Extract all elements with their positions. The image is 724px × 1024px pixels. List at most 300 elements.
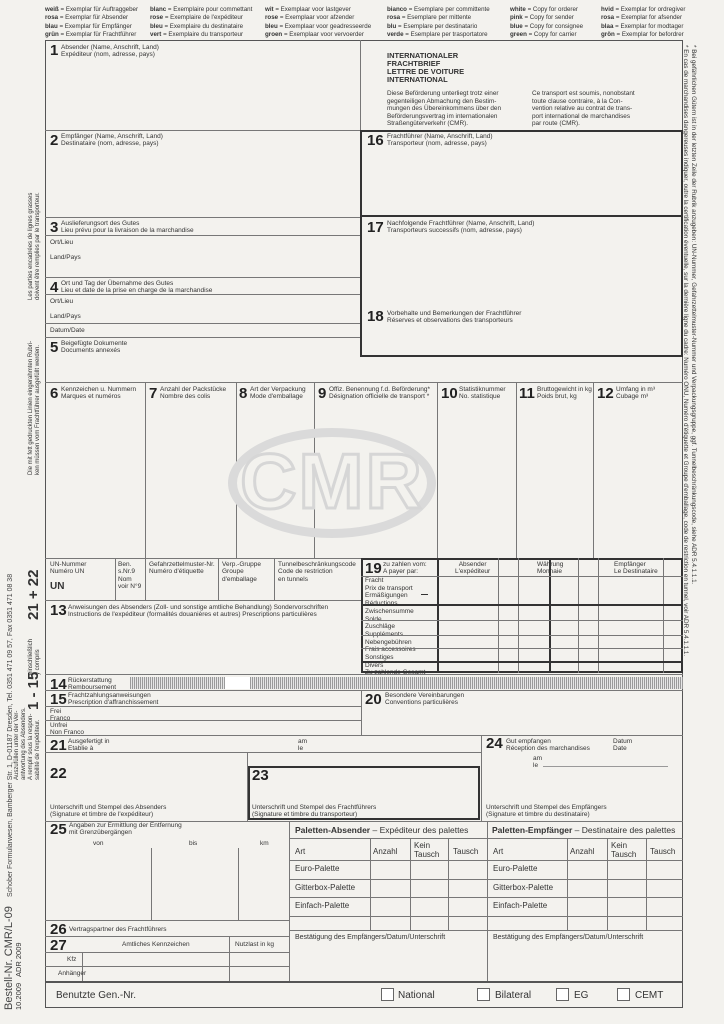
distance-km-input[interactable] — [241, 850, 286, 918]
copy-color: blanc — [150, 6, 167, 13]
side-number-range — [26, 672, 43, 710]
field-1-number: 1 — [50, 42, 59, 59]
no-exchange-line: Tausch — [414, 849, 440, 859]
side-text: sabilité de l'expéditeur. — [35, 719, 41, 780]
copy-text: = Exemplar für Absender — [59, 14, 129, 22]
title-line: LETTRE DE VOITURE — [387, 67, 465, 76]
cod-hatched-area-right — [250, 677, 683, 689]
field-18-label — [387, 310, 521, 325]
col-9-label — [329, 386, 430, 401]
field-15-number: 15 — [50, 691, 67, 708]
national-checkbox[interactable] — [381, 988, 394, 1001]
carrier-signature-area[interactable] — [252, 784, 474, 802]
pallet-confirmation-area[interactable] — [295, 944, 483, 978]
col-8-label-fr: Mode d'emballage — [250, 393, 303, 401]
gitterbox-pallet-label-2: Gitterbox-Palette — [493, 883, 554, 892]
currency-header — [537, 561, 563, 576]
pallet-confirmation-label: Bestätigung des Empfängers/Datum/Unterschrift — [295, 934, 446, 941]
col-9-number: 9 — [318, 385, 327, 402]
field-21-label — [68, 738, 110, 753]
form-title — [387, 52, 464, 84]
publisher-text: Schober Formularwesen, Bamberger Str. 1, D-01187 Dresden, Tel. 0351 471 09 57, Fax 0351 471 08 38 — [7, 573, 14, 898]
packages-input[interactable] — [148, 404, 234, 554]
order-number-text: Bestell-Nr. CMR/L-09 — [3, 906, 15, 1010]
sender-input[interactable] — [50, 56, 355, 128]
gross-weight-input[interactable] — [519, 404, 591, 554]
col-6-label — [61, 386, 136, 401]
pallet-consignee-title-de: Paletten-Empfänger — [492, 825, 573, 835]
copy-color: blu — [387, 22, 397, 30]
col-11-label — [537, 386, 592, 401]
payment-row-label: Divers — [365, 661, 384, 669]
copy-text: = Copy for sender — [524, 14, 574, 22]
trailer-payload-input[interactable] — [232, 968, 287, 979]
col-6-number: 6 — [50, 385, 59, 402]
copy-text: = Exemplaar voor afzender — [279, 14, 355, 22]
prepaid-fr: Franco — [50, 715, 71, 723]
field-20-label — [385, 692, 464, 707]
col-10-label-de: Statistiknummer — [459, 386, 506, 393]
field-27-number: 27 — [50, 937, 67, 954]
consignee-signature-label — [486, 804, 607, 819]
field-16-label-de: Frachtführer (Name, Anschrift, Land) — [387, 133, 493, 140]
field-20-number: 20 — [365, 691, 382, 708]
payload-label: Nutzlast in kg — [235, 941, 275, 948]
ben-line: voir N°9 — [118, 582, 142, 590]
field-22-label-fr: (Signature et timbre de l'expéditeur) — [50, 811, 154, 819]
carrier-input[interactable] — [367, 150, 677, 212]
delivery-place-input[interactable] — [80, 238, 355, 250]
field-14-label-de: Rückerstattung — [68, 677, 112, 684]
copy-color: wit — [265, 6, 274, 13]
form-date — [15, 942, 23, 1010]
cemt-checkbox[interactable] — [617, 988, 630, 1001]
col-12-label-fr: Cubage m³ — [616, 393, 649, 401]
side-text: A remplir sous la respon- — [28, 713, 34, 780]
pallet-sender-title-fr: – Expéditeur des palettes — [372, 825, 469, 835]
trailer-plate-input[interactable] — [85, 968, 227, 979]
delivery-place-label: Ort/Lieu — [50, 239, 74, 246]
copy-legend-col-3 — [265, 6, 371, 40]
payer-sender-de: Absender — [458, 561, 487, 568]
statistical-no-input[interactable] — [440, 404, 514, 554]
ben-label — [118, 561, 141, 590]
side-text: Die mit fett gedruckten Linien eingerahmten Rubri- — [28, 340, 34, 475]
special-agreements-input[interactable] — [365, 708, 677, 732]
pickup-date-label: Datum/Date — [50, 327, 85, 334]
payer-consignee-de: Empfänger — [614, 561, 646, 568]
cod-blank[interactable] — [225, 677, 250, 689]
notice-line: gegenteiligen Abmachung den Bestim- — [387, 97, 497, 105]
field-16-label — [387, 133, 493, 148]
side-dangerous-goods-note — [681, 45, 697, 695]
pallet-exchange-header-2: Tausch — [650, 847, 676, 856]
issued-place-input[interactable] — [115, 740, 295, 750]
packing-group-line: Verp.-Gruppe — [222, 561, 262, 568]
documents-input[interactable] — [50, 356, 355, 378]
copy-color: grön — [601, 31, 615, 39]
euro-pallet-count-input-2[interactable] — [569, 862, 605, 877]
un-label-de: UN-Nummer — [50, 561, 87, 568]
copy-color: groen — [265, 31, 283, 39]
successive-carriers-input[interactable] — [367, 237, 677, 297]
field-14-number: 14 — [50, 676, 67, 693]
field-19-number: 19 — [365, 560, 382, 577]
copy-text: = Copy for orderer — [527, 6, 578, 13]
field-13-label — [68, 604, 328, 619]
pallet-exchange-header: Tausch — [453, 847, 479, 856]
sender-signature-area[interactable] — [50, 782, 240, 802]
field-24-label — [506, 738, 590, 753]
copy-text: = Exemplaar voor geadresseerde — [279, 22, 372, 30]
pallet-confirmation-label-2: Bestätigung des Empfängers/Datum/Unterschrift — [493, 934, 644, 941]
copy-legend-col-2 — [150, 6, 252, 40]
pallet-type-header-2: Art — [493, 847, 504, 856]
vehicle-plate-input[interactable] — [85, 954, 227, 965]
col-12-label-de: Umfang in m³ — [616, 386, 656, 393]
distance-from-label: von — [93, 840, 104, 847]
pickup-place-label: Ort/Lieu — [50, 298, 74, 305]
hazard-label-fr: Numéro d'étiquette — [149, 568, 204, 576]
copy-text: = Exemplaar voor lastgever — [275, 6, 351, 13]
notice-line: Straßengüterverkehr (CMR). — [387, 120, 468, 128]
side-text: ken müssen vom Frachtführer ausgefüllt werden. — [35, 344, 41, 475]
col-8-label-de: Art der Verpackung — [250, 386, 306, 393]
side-text: Les parties encadrées de lignes grasses — [28, 192, 34, 300]
col-11-number: 11 — [519, 385, 535, 402]
distance-to-input[interactable] — [154, 850, 236, 918]
un-prefix: UN — [50, 581, 65, 592]
field-5-label-fr: Documents annexés — [61, 347, 121, 355]
packing-group-label — [222, 561, 261, 583]
eg-checkbox[interactable] — [556, 988, 569, 1001]
cemt-label: CEMT — [635, 990, 664, 1001]
field-5-number: 5 — [50, 339, 59, 356]
cod-hatched-area — [130, 677, 225, 689]
receipt-date-input[interactable] — [543, 758, 668, 767]
field-22-label — [50, 804, 166, 819]
field-13-label-de: Anweisungen des Absenders (Zoll- und sonstige amtliche Behandlung) Sondervorschriften — [68, 604, 329, 611]
notice-line: Beförderungsvertrag im internationalen — [387, 112, 498, 120]
euro-pallet-count-input[interactable] — [372, 862, 408, 877]
pallet-count-header-2: Anzahl — [570, 847, 595, 856]
copy-legend-col-4 — [387, 6, 490, 40]
col-10-label-fr: No. statistique — [459, 393, 501, 401]
payment-row-label: Réductions — [365, 600, 398, 608]
field-23-number: 23 — [252, 767, 269, 784]
sender-instructions-input[interactable] — [50, 620, 355, 672]
copy-text: = Copy for consignee — [524, 22, 584, 30]
side-note-de: * Bei gefährlichen Gütern ist in der letzten Zeile der Rubrik anzugeben: UN-Nummer, Gefahrzettelmuster-Nummer und Verpackungsgruppe, ggf. Tunnelbeschränkungscode, siehe ADR 5.4.1.1.1. — [690, 45, 697, 585]
pickup-date-input[interactable] — [92, 325, 352, 337]
notice-line: vention relative au contrat de trans- — [532, 105, 633, 113]
copy-text: = Esemplare per mittente — [401, 14, 472, 22]
col-12-number: 12 — [597, 385, 614, 402]
pallet-no-exchange-header-2 — [611, 842, 636, 860]
receipt-date-fr: Date — [613, 745, 627, 753]
ben-line: Ben. — [118, 561, 132, 568]
issued-date-label — [298, 738, 307, 753]
copy-text: = Esemplare per destinatario — [398, 22, 478, 30]
field-1-label-de: Absender (Name, Anschrift, Land) — [61, 44, 159, 51]
payment-row-label: Solde — [365, 615, 382, 623]
field-22-number: 22 — [50, 765, 67, 782]
gitterbox-count-input[interactable] — [372, 881, 408, 896]
field-24-number: 24 — [486, 735, 503, 752]
field-2-label-de: Empfänger (Name, Anschrift, Land) — [61, 133, 163, 140]
copy-text: = Exemplaire de l'expéditeur — [164, 14, 243, 22]
payer-consignee-header — [614, 561, 658, 576]
field-16-label-fr: Transporteur (nom, adresse, pays) — [387, 140, 487, 148]
pickup-country-input[interactable] — [88, 311, 353, 323]
reservations-input[interactable] — [367, 326, 677, 352]
side-number-b: 21 + 22 — [25, 569, 42, 620]
consignee-signature-de: Unterschrift und Stempel des Empfängers — [486, 804, 607, 811]
payment-row-label: Zwischensumme — [365, 607, 414, 615]
notice-line: par route (CMR). — [532, 120, 580, 128]
delivery-country-input[interactable] — [88, 252, 353, 264]
permit-number-label: Benutzte Gen.-Nr. — [56, 990, 137, 1001]
col-10-number: 10 — [441, 385, 458, 402]
copy-color: weiß — [45, 6, 59, 13]
field-5-label-de: Beigefügte Dokumente — [61, 340, 128, 347]
field-17-label — [387, 220, 534, 235]
prepaid-de: Frei — [50, 708, 62, 715]
permit-number-input[interactable] — [142, 988, 367, 1002]
field-15-label-de: Frachtzahlungsanweisungen — [68, 692, 151, 699]
copy-text: = Exemplar für Empfänger — [59, 22, 132, 30]
copy-color: bleu — [265, 22, 278, 30]
cmr-notice-de — [387, 90, 501, 128]
copy-text: = Exemplar for ordregiver — [615, 6, 686, 13]
field-19-label-fr: A payer par: — [383, 568, 419, 576]
copy-text: = Exemplaire du transporteur — [163, 31, 244, 39]
payment-row-label: Sonstiges — [365, 654, 394, 662]
receipt-am-label — [533, 755, 542, 770]
pallet-consignee-title — [492, 826, 675, 836]
copy-text: = Exemplaire pour commettant — [167, 6, 253, 13]
packing-group-line: Groupe — [222, 568, 244, 576]
field-3-label-fr: Lieu prévu pour la livraison de la marchandise — [61, 227, 194, 235]
title-line: INTERNATIONALER — [387, 51, 459, 60]
consignee-signature-area[interactable] — [486, 782, 676, 802]
side-number-a: 1 - 15 — [25, 671, 42, 710]
copy-color: rose — [150, 14, 164, 22]
currency-fr: Monnaie — [537, 568, 562, 576]
field-26-label: Vertragspartner des Frachtführers — [69, 926, 167, 933]
side-note-fr: * En cas de marchandises dangereuses indiquer, outre la certification éventuelle, sur la dernière ligne du cadre: Numéro ONU, Numéro d'étiquette et Groupe d'emballage, code de restriction en tunnel, voir ADR 5.4.1.1.1. — [682, 45, 689, 657]
gitterbox-count-input-2[interactable] — [569, 881, 605, 896]
receipt-am-de: am — [533, 755, 543, 762]
pickup-place-input[interactable] — [80, 296, 355, 308]
field-4-number: 4 — [50, 279, 59, 296]
trailer-label: Anhänger — [58, 970, 87, 977]
title-line: INTERNATIONAL — [387, 75, 448, 84]
notice-line: toute clause contraire, à la Con- — [532, 97, 623, 105]
notice-line: mungen des Übereinkommens über den — [387, 105, 502, 113]
unpaid-de: Unfrei — [50, 722, 68, 729]
notice-line: Diese Beförderung unterliegt trotz einer — [387, 90, 499, 97]
hazard-label-de: Gefahrzettelmuster-Nr. — [149, 561, 215, 568]
field-18-label-de: Vorbehalte und Bemerkungen der Frachtführer — [387, 310, 522, 317]
copy-color: vert — [150, 31, 162, 39]
distance-from-input[interactable] — [50, 850, 149, 918]
field-20-label-fr: Conventions particulières — [385, 699, 458, 707]
bilateral-checkbox[interactable] — [477, 988, 490, 1001]
field-4-label-de: Ort und Tag der Übernahme des Gutes — [61, 280, 174, 287]
field-23-label-de: Unterschrift und Stempel des Frachtführers — [252, 804, 377, 811]
field-19-label — [383, 561, 427, 576]
tunnel-label — [278, 561, 356, 583]
distance-to-label: bis — [189, 840, 198, 847]
payment-row-label: Suppléments — [365, 630, 403, 638]
copy-text: = Exemplar for modtager — [615, 22, 684, 30]
field-25-label-fr: mit Grenzübergängen — [69, 829, 132, 837]
side-sender-note — [14, 707, 42, 780]
pickup-country-label: Land/Pays — [50, 313, 81, 320]
no-exchange-line: Tausch — [611, 849, 637, 859]
ben-line: s.Nr.9 — [118, 568, 135, 576]
un-label — [50, 561, 86, 576]
consignee-signature-fr: (Signature et timbre du destinataire) — [486, 811, 590, 819]
field-15-label-fr: Prescription d'affranchissement — [68, 699, 159, 707]
no-exchange-line: Kein — [414, 841, 431, 850]
col-11-label-fr: Poids brut, kg — [537, 393, 577, 401]
field-21-number: 21 — [50, 737, 67, 754]
adr-text: ADR 2009 — [14, 942, 23, 978]
copy-color: bianco — [387, 6, 407, 13]
field-3-number: 3 — [50, 219, 59, 236]
issued-date-input[interactable] — [310, 740, 480, 750]
field-18-number: 18 — [367, 308, 384, 325]
col-9-label-de: Offiz. Benennung f.d. Beförderung* — [329, 386, 431, 393]
field-21-label-de: Ausgefertigt in — [68, 738, 110, 745]
col-6-label-de: Kennzeichen u. Nummern — [61, 386, 137, 393]
payment-row-label: Zu zahlende Gesamt- — [365, 669, 428, 677]
copy-color: blue — [510, 22, 523, 30]
side-text: doivent être remplies par le transporteur. — [35, 192, 41, 300]
field-4-label-fr: Lieu et date de la prise en charge de la marchandise — [61, 287, 213, 295]
side-carrier-note-fr — [28, 192, 42, 300]
tunnel-line: Tunnelbeschränkungscode — [278, 561, 356, 568]
consignee-input[interactable] — [50, 150, 355, 216]
un-label-fr: Numéro UN — [50, 568, 85, 576]
col-7-label-fr: Nombre des colis — [160, 393, 211, 401]
euro-pallet-label: Euro-Palette — [295, 864, 340, 873]
side-text: Auszufüllen unter der Ver- — [14, 710, 20, 780]
field-25-label-de: Angaben zur Ermittlung der Entfernung — [69, 822, 182, 829]
field-3-label-de: Auslieferungsort des Gutes — [61, 220, 140, 227]
hazard-label — [149, 561, 215, 576]
unpaid-fr: Non Franco — [50, 729, 84, 737]
payment-row-label: Zuschläge — [365, 623, 395, 631]
field-1-label-fr: Expéditeur (nom, adresse, pays) — [61, 51, 155, 59]
minus-sign — [421, 594, 428, 595]
field-26-number: 26 — [50, 921, 67, 938]
issued-date-de: am — [298, 738, 308, 745]
payer-sender-fr: L'expéditeur — [455, 568, 491, 576]
notice-line: Ce transport est soumis, nonobstant — [532, 90, 635, 97]
pallet-consignee-title-fr: – Destinataire des palettes — [574, 825, 676, 835]
col-11-label-de: Bruttogewicht in kg — [537, 386, 592, 393]
simple-pallet-label-2: Einfach-Palette — [493, 901, 548, 910]
copy-text: = Esemplare per committente — [408, 6, 490, 13]
col-7-label-de: Anzahl der Packstücke — [160, 386, 227, 393]
copy-text: = Copy for carrier — [528, 31, 577, 39]
field-3-label — [61, 220, 194, 235]
volume-input[interactable] — [596, 404, 680, 554]
field-13-label-fr: Instructions de l'expéditeur (formalités douanières et autres) Prescriptions particulières — [68, 611, 317, 619]
bilateral-label: Bilateral — [495, 990, 532, 1001]
payment-row-label: Fracht — [365, 577, 384, 584]
copy-text: = Exemplar for afsender — [615, 14, 683, 22]
side-including — [28, 639, 42, 675]
plate-number-label: Amtliches Kennzeichen — [122, 941, 190, 948]
euro-pallet-label-2: Euro-Palette — [493, 864, 538, 873]
form-date-text: 10.2009 — [14, 982, 23, 1010]
receipt-date-label — [613, 738, 632, 753]
field-5-label — [61, 340, 127, 355]
pallet-sender-title-de: Paletten-Absender — [295, 825, 371, 835]
field-22-label-de: Unterschrift und Stempel des Absenders — [50, 804, 167, 811]
copy-text: = Exemplaar voor vervoerder — [283, 31, 364, 39]
simple-pallet-count-input-2[interactable] — [569, 899, 605, 914]
pallet-confirmation-area-2[interactable] — [493, 944, 679, 978]
distance-km-label: km — [260, 840, 269, 847]
col-9-label-fr: Désignation officielle de transport * — [329, 393, 430, 401]
cmr-notice-fr — [532, 90, 635, 128]
tunnel-line: en tunnels — [278, 575, 308, 583]
field-2-label — [61, 133, 163, 148]
ben-line: Nom — [118, 575, 132, 583]
field-25-label — [69, 822, 182, 837]
field-2-label-fr: Destinataire (nom, adresse, pays) — [61, 140, 159, 148]
field-17-label-fr: Transporteurs successifs (nom, adresse, pays) — [387, 227, 522, 235]
pallet-type-header: Art — [295, 847, 306, 856]
gitterbox-pallet-label: Gitterbox-Palette — [295, 883, 356, 892]
receipt-am-fr: le — [533, 762, 539, 770]
copy-color: bleu — [150, 22, 163, 30]
simple-pallet-count-input[interactable] — [372, 899, 408, 914]
copy-color: grün — [45, 31, 59, 39]
payer-consignee-fr: Le Destinataire — [614, 568, 658, 576]
notice-line: port international de marchandises — [532, 112, 631, 120]
currency-de: Währung — [537, 561, 564, 568]
issued-date-fr: le — [298, 745, 304, 753]
col-7-number: 7 — [149, 385, 158, 402]
copy-color: pink — [510, 14, 523, 22]
field-23-label — [252, 804, 376, 819]
field-2-number: 2 — [50, 132, 59, 149]
field-4-label — [61, 280, 212, 295]
copy-color: rose — [265, 14, 279, 22]
payer-sender-header — [455, 561, 490, 576]
payment-row-label: Nebengebühren — [365, 638, 412, 646]
side-including-fr: y compris — [35, 649, 41, 675]
copy-color: blau — [45, 22, 58, 30]
vehicle-payload-input[interactable] — [232, 954, 287, 965]
marks-input[interactable] — [48, 404, 143, 554]
col-8-label — [250, 386, 306, 401]
field-23-label-fr: (Signature et timbre du transporteur) — [252, 811, 358, 819]
no-exchange-line: Kein — [611, 841, 628, 850]
cmr-watermark-text: CMR — [240, 437, 424, 525]
col-10-label — [459, 386, 506, 401]
copy-color: blaa — [601, 22, 614, 30]
side-carrier-note-de — [28, 341, 42, 475]
copy-color: verde — [387, 31, 404, 39]
pallet-count-header: Anzahl — [373, 847, 398, 856]
